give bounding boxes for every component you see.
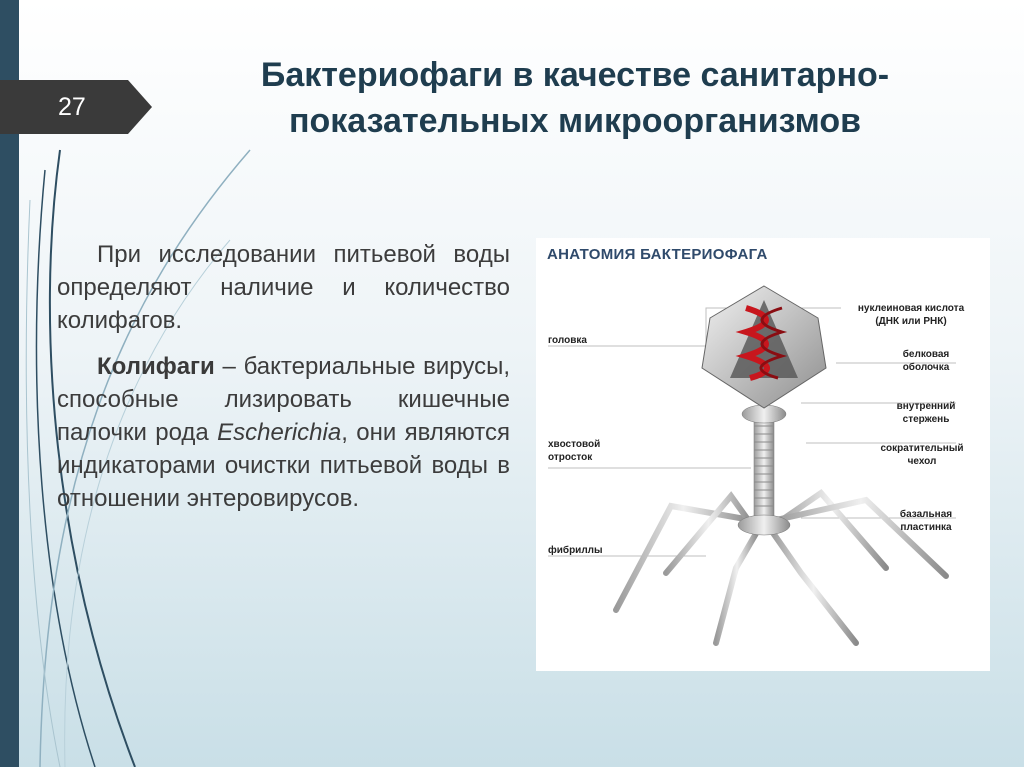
label-inner-core: внутренний стержень bbox=[896, 401, 956, 425]
body-text bbox=[57, 238, 510, 515]
paragraph-2-text-a: – бактериальные вирусы, способные лизировать кишечные палочки рода bbox=[57, 353, 510, 446]
title-line-2: показательных микроорганизмов bbox=[288, 102, 862, 140]
slide-number: 27 bbox=[58, 93, 86, 121]
label-sheath: сократительный чехол bbox=[880, 443, 964, 467]
bacteriophage-figure bbox=[536, 238, 990, 671]
label-protein-coat: белковая оболочка bbox=[902, 349, 950, 373]
term-coliphages: Колифаги bbox=[97, 353, 215, 380]
title-line-1: Бактериофаги в качестве санитарно- bbox=[260, 56, 890, 94]
label-nucleic-acid: нуклеиновая кислота (ДНК или РНК) bbox=[857, 303, 965, 327]
label-head: головка bbox=[548, 335, 587, 346]
label-tail: хвостовой отросток bbox=[548, 439, 601, 463]
figure-title: АНАТОМИЯ БАКТЕРИОФАГА bbox=[547, 246, 768, 263]
label-base-plate: базальная пластинка bbox=[899, 509, 953, 533]
paragraph-2-text-b: , они являются индикаторами очистки питьевой воды в отношении энтеровирусов. bbox=[57, 419, 510, 512]
label-fibrils: фибриллы bbox=[548, 545, 603, 556]
paragraph-2 bbox=[57, 350, 510, 515]
genus-name: Escherichia bbox=[217, 419, 342, 446]
paragraph-1: При исследовании питьевой воды определяют наличие и количество колифагов. bbox=[57, 241, 510, 334]
slide-title bbox=[175, 52, 975, 144]
